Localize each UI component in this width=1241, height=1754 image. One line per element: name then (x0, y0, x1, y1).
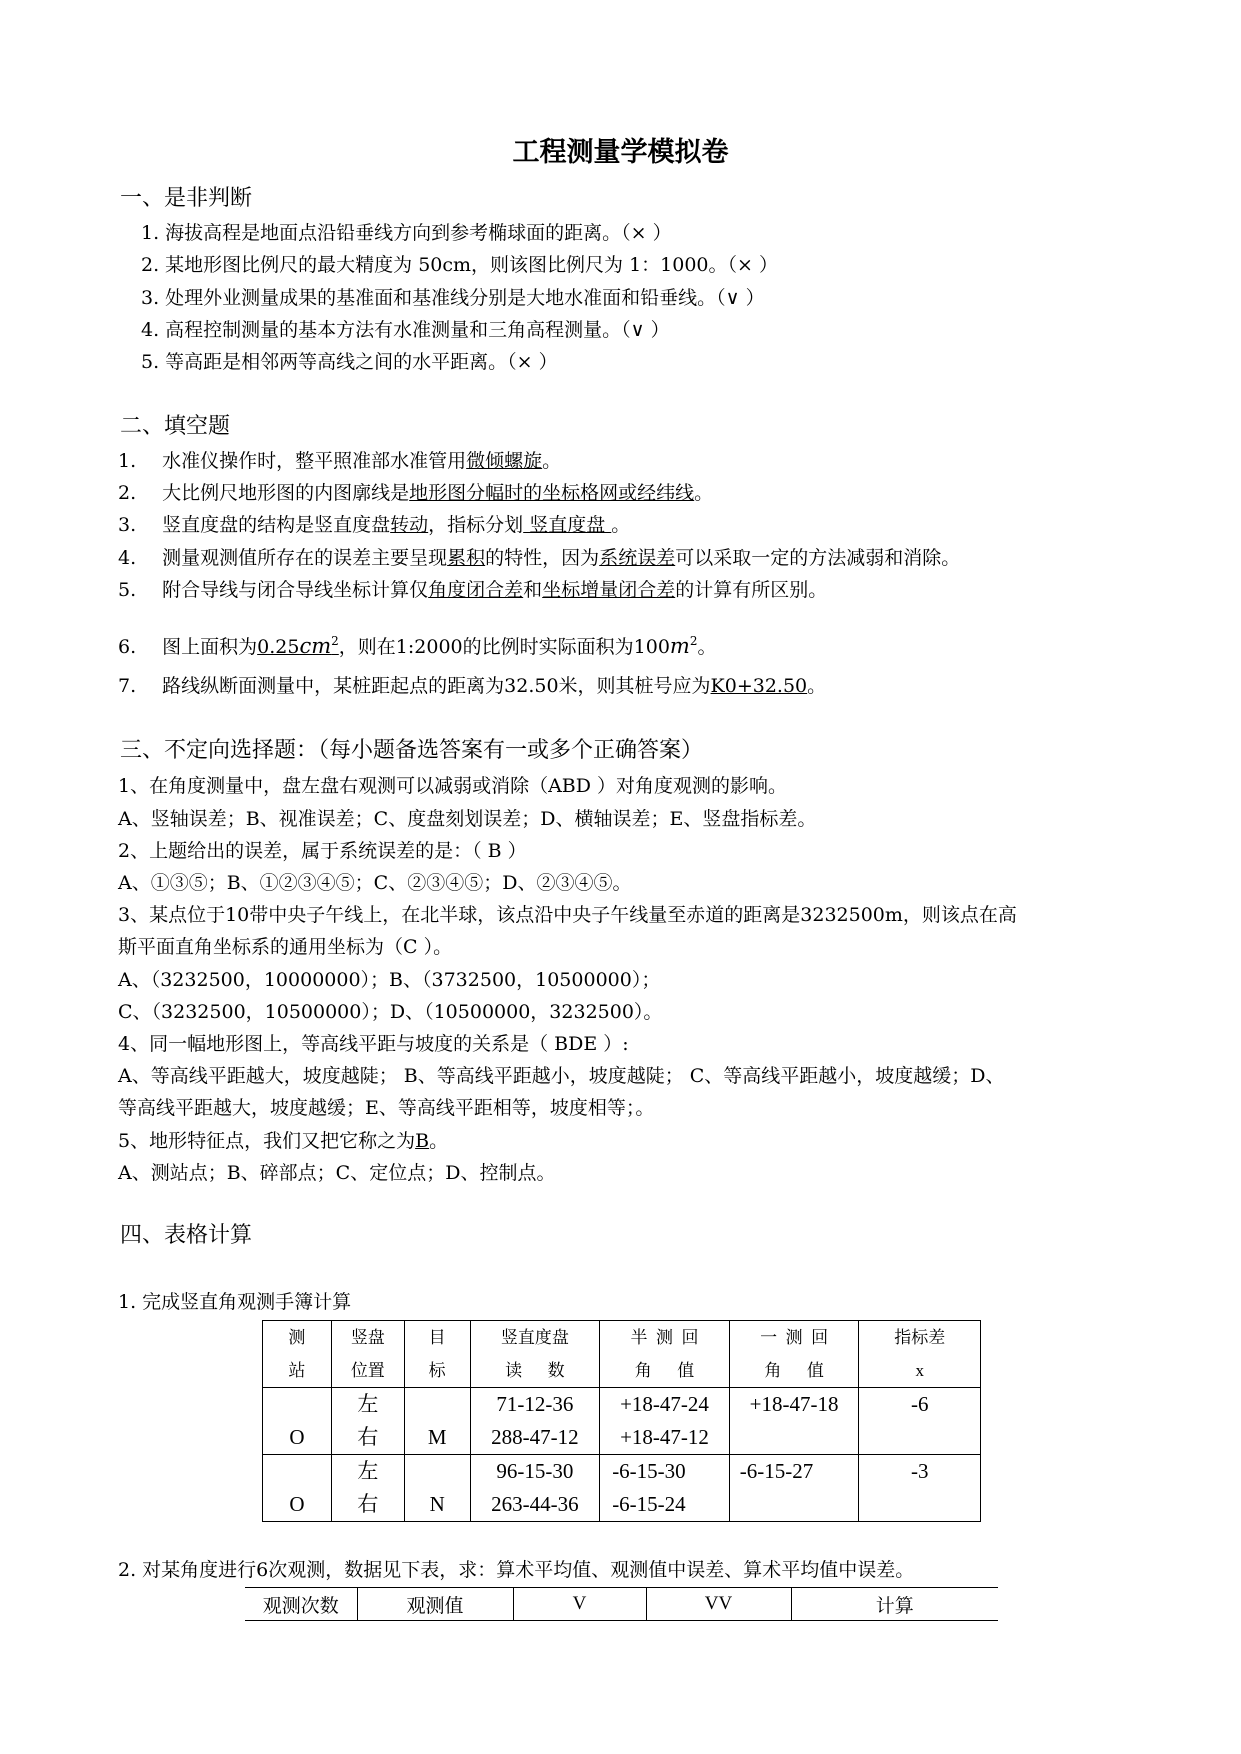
table-question-2: 2. 对某角度进行6次观测，数据见下表，求：算术平均值、观测值中误差、算术平均值中误差。 (118, 1559, 915, 1581)
item-text: 。 (807, 675, 827, 697)
exponent: 2 (331, 634, 339, 648)
judge-item-3: 3. 处理外业测量成果的基准面和基准线分别是大地水准面和铅垂线。（∨ ） (141, 287, 765, 309)
choice-q3-options-2: C、（3232500，10500000）；D、（10500000，3232500）。 (118, 1001, 663, 1023)
item-text: ，指标分划 (428, 514, 524, 536)
header-target: 目 标 (404, 1321, 470, 1388)
cell-half-round: -6-15-30 -6-15-24 (600, 1455, 730, 1522)
answer-value: 100 (633, 636, 670, 658)
item-text: 。 (611, 514, 631, 536)
observation-table (245, 1587, 998, 1621)
answer: 角度闭合差 (428, 579, 524, 601)
table-header-row (245, 1588, 998, 1621)
cell-index-error: -3 (859, 1455, 981, 1522)
item-text: 图上面积为 (162, 636, 258, 658)
choice-q5 (118, 1128, 448, 1154)
cell-station: O (263, 1455, 332, 1522)
cell-index-error: -6 (859, 1388, 981, 1455)
judge-item-4: 4. 高程控制测量的基本方法有水准测量和三角高程测量。（∨ ） (141, 319, 670, 341)
page-title: 工程测量学模拟卷 (512, 137, 729, 168)
item-number: 5. (118, 579, 137, 601)
section-2-heading: 二、填空题 (120, 414, 231, 439)
cell-position: 左 右 (331, 1455, 404, 1522)
header-vv: VV (646, 1588, 791, 1621)
answer: 坐标增量闭合差 (542, 579, 676, 601)
choice-q3-line2: 斯平面直角坐标系的通用坐标为（C ）。 (118, 936, 453, 958)
table-question-1: 1. 完成竖直角观测手簿计算 (118, 1291, 352, 1313)
cell-full-round: -6-15-27 (729, 1455, 859, 1522)
header-position: 竖盘 位置 (331, 1321, 404, 1388)
item-text: 。 (697, 636, 717, 658)
cell-reading: 71-12-36 288-47-12 (470, 1388, 600, 1455)
fill-item-4 (118, 545, 960, 571)
header-index-error: 指标差 x (859, 1321, 981, 1388)
header-reading: 竖直度盘 读 数 (470, 1321, 600, 1388)
answer (257, 636, 339, 658)
choice-q1-options: A、竖轴误差；B、视准误差；C、度盘刻划误差；D、横轴误差；E、竖盘指标差。 (118, 808, 817, 830)
item-text: 和 (523, 579, 543, 601)
item-text: 附合导线与闭合导线坐标计算仅 (162, 579, 429, 601)
section-1-heading: 一、是非判断 (120, 186, 253, 211)
item-text: 水准仪操作时，整平照准部水准管用 (162, 450, 467, 472)
answer-value: 0.25 (257, 636, 300, 658)
table-row (263, 1455, 981, 1522)
header-count: 观测次数 (245, 1588, 357, 1621)
item-number: 3. (118, 514, 137, 536)
choice-q4-options-1: A、等高线平距越大，坡度越陡； B、等高线平距越小，坡度越陡； C、等高线平距越小，坡度越缓；D、 (118, 1065, 1005, 1087)
cell-position: 左 右 (331, 1388, 404, 1455)
question-text: 5、地形特征点，我们又把它称之为 (118, 1130, 416, 1152)
section-3-heading: 三、不定向选择题：（每小题备选答案有一或多个正确答案） (120, 738, 704, 763)
header-full-round: 一 测 回 角 值 (729, 1321, 859, 1388)
fill-item-7 (118, 673, 826, 699)
choice-q5-options: A、测站点；B、碎部点；C、定位点；D、控制点。 (118, 1162, 556, 1184)
item-text: 。 (542, 450, 562, 472)
item-text: ，则在1:2000的比例时实际面积为 (338, 636, 634, 658)
choice-q3-line1: 3、某点位于10带中央子午线上，在北半球，该点沿中央子午线量至赤道的距离是3232500m，则该点在高 (118, 904, 1017, 926)
answer: B (415, 1130, 430, 1152)
vertical-angle-table (262, 1320, 981, 1522)
judge-item-1: 1. 海拔高程是地面点沿铅垂线方向到参考椭球面的距离。（× ） (141, 222, 672, 244)
item-number: 7. (118, 675, 137, 697)
answer: 微倾螺旋 (466, 450, 543, 472)
choice-q2: 2、上题给出的误差，属于系统误差的是：（ B ） (118, 840, 527, 862)
choice-q1: 1、在角度测量中，盘左盘右观测可以减弱或消除（ABD ）对角度观测的影响。 (118, 775, 788, 797)
exponent: 2 (689, 634, 698, 648)
answer: 系统误差 (599, 547, 676, 569)
item-number: 1. (118, 450, 137, 472)
item-number: 2. (118, 482, 137, 504)
fill-item-3 (118, 512, 630, 538)
section-4-heading: 四、表格计算 (120, 1223, 253, 1248)
unit: cm (299, 634, 332, 658)
item-number: 6. (118, 636, 137, 658)
cell-target: N (404, 1455, 470, 1522)
item-text: 路线纵断面测量中，某桩距起点的距离为32.50米，则其桩号应为 (162, 675, 711, 697)
fill-item-6 (118, 625, 717, 663)
cell-half-round: +18-47-24 +18-47-12 (600, 1388, 730, 1455)
table-row (263, 1388, 981, 1455)
cell-reading: 96-15-30 263-44-36 (470, 1455, 600, 1522)
header-value: 观测值 (357, 1588, 513, 1621)
judge-item-5: 5. 等高距是相邻两等高线之间的水平距离。（× ） (141, 351, 558, 373)
fill-item-5 (118, 577, 827, 603)
header-v: V (513, 1588, 646, 1621)
choice-q2-options: A、①③⑤；B、①②③④⑤；C、②③④⑤；D、②③④⑤。 (118, 872, 632, 894)
answer: 地形图分幅时的坐标格网或经纬线 (409, 482, 695, 504)
item-number: 4. (118, 547, 137, 569)
header-station: 测 站 (263, 1321, 332, 1388)
unit: m (669, 634, 690, 658)
choice-q3-options-1: A、（3232500，10000000）；B、（3732500，10500000）； (118, 969, 661, 991)
item-text: 的特性，因为 (485, 547, 600, 569)
answer: 累积 (447, 547, 486, 569)
item-text: 可以采取一定的方法减弱和消除。 (675, 547, 961, 569)
judge-item-2: 2. 某地形图比例尺的最大精度为 50cm，则该图比例尺为 1：1000。（× ） (141, 254, 778, 276)
answer: K0+32.50 (710, 675, 808, 697)
choice-q4-options-2: 等高线平距越大，坡度越缓；E、等高线平距相等，坡度相等；。 (118, 1097, 655, 1119)
cell-station: O (263, 1388, 332, 1455)
header-calc: 计算 (791, 1588, 998, 1621)
answer: 竖直度盘 (523, 514, 612, 536)
item-text: 。 (694, 482, 714, 504)
fill-item-2 (118, 480, 713, 506)
item-text: 测量观测值所存在的误差主要呈现 (162, 547, 448, 569)
table-header-row (263, 1321, 981, 1388)
cell-target: M (404, 1388, 470, 1455)
question-text: 。 (429, 1130, 449, 1152)
choice-q4: 4、同一幅地形图上，等高线平距与坡度的关系是（ BDE ）: (118, 1033, 629, 1055)
item-text: 大比例尺地形图的内图廓线是 (162, 482, 410, 504)
header-half-round: 半 测 回 角 值 (600, 1321, 730, 1388)
item-text: 的计算有所区别。 (675, 579, 828, 601)
item-text: 竖直度盘的结构是竖直度盘 (162, 514, 391, 536)
fill-item-1 (118, 448, 561, 474)
cell-full-round: +18-47-18 (729, 1388, 859, 1455)
answer: 转动 (390, 514, 429, 536)
